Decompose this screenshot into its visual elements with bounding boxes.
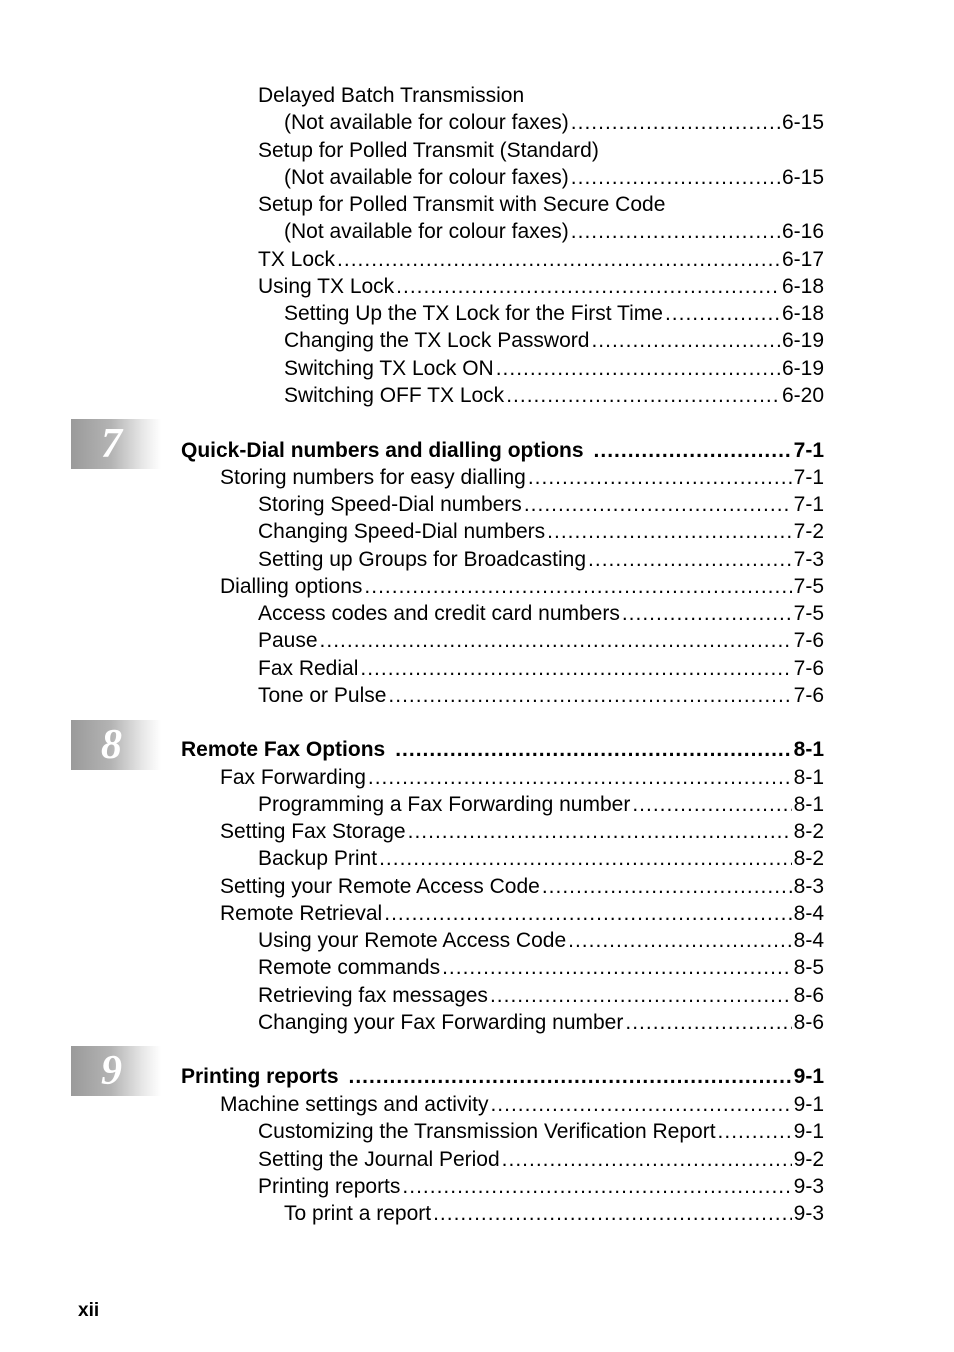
- toc-page-number: 7-2: [793, 520, 824, 543]
- toc-page-number: 6-19: [781, 357, 824, 380]
- toc-entry[interactable]: [284, 165, 824, 191]
- toc-page-number: 7-6: [793, 684, 824, 707]
- toc-page-number: 7-5: [793, 602, 824, 625]
- toc-entry[interactable]: [258, 492, 824, 518]
- toc-page-number: 6-18: [781, 302, 824, 325]
- toc-entry-title: Setting Fax Storage: [220, 820, 406, 843]
- toc-page-number: 7-6: [793, 629, 824, 652]
- toc-entry[interactable]: [284, 1201, 824, 1227]
- toc-page-number: 8-1: [793, 738, 824, 761]
- toc-entry[interactable]: [220, 1092, 824, 1118]
- toc-entry-title: Setting up Groups for Broadcasting: [258, 548, 587, 571]
- toc-entry-title: Changing Speed-Dial numbers: [258, 520, 546, 543]
- toc-entry-title: Switching TX Lock ON: [284, 357, 494, 380]
- toc-page-number: 8-3: [793, 875, 824, 898]
- toc-page-number: 7-6: [793, 657, 824, 680]
- toc-page-number: 6-17: [781, 248, 824, 271]
- toc-entry-title: Remote Fax Options: [181, 738, 386, 761]
- dot-leader: [402, 1174, 791, 1200]
- dot-leader: [502, 1147, 792, 1173]
- dot-leader: [547, 519, 791, 545]
- toc-page-number: 6-16: [781, 220, 824, 243]
- dot-leader: [524, 492, 792, 518]
- toc-entry[interactable]: [258, 519, 824, 545]
- dot-leader: [388, 683, 791, 709]
- dot-leader: [320, 628, 792, 654]
- toc-entry[interactable]: [220, 874, 824, 900]
- toc-entry-title: (Not available for colour faxes): [284, 111, 569, 134]
- toc-entry-title: Printing reports: [181, 1065, 339, 1088]
- dot-leader: [571, 165, 780, 191]
- toc-entry[interactable]: [258, 274, 824, 300]
- dot-leader: [571, 219, 780, 245]
- toc-page-number: 8-6: [793, 984, 824, 1007]
- dot-leader: [594, 438, 792, 464]
- dot-leader: [364, 574, 791, 600]
- toc-entry[interactable]: [220, 765, 824, 791]
- chapter-heading[interactable]: [181, 737, 824, 763]
- toc-entry-title: Changing your Fax Forwarding number: [258, 1011, 624, 1034]
- toc-entry: Delayed Batch Transmission: [258, 84, 525, 107]
- toc-page-number: 6-20: [781, 384, 824, 407]
- toc-page-number: 9-1: [793, 1065, 824, 1088]
- toc-page-number: 8-1: [793, 793, 824, 816]
- toc-entry-title: Remote commands: [258, 956, 441, 979]
- toc-entry-title: Backup Print: [258, 847, 378, 870]
- toc-entry[interactable]: [258, 656, 824, 682]
- toc-entry[interactable]: [284, 356, 824, 382]
- toc-page-number: 9-1: [793, 1120, 824, 1143]
- dot-leader: [591, 328, 780, 354]
- toc-page-number: 7-3: [793, 548, 824, 571]
- dot-leader: [632, 792, 791, 818]
- toc-entry-title: Remote Retrieval: [220, 902, 383, 925]
- toc-entry-title: Using TX Lock: [258, 275, 395, 298]
- page-folio: xii: [78, 1300, 100, 1321]
- toc-page-number: 9-1: [793, 1093, 824, 1116]
- toc-entry-title: Programming a Fax Forwarding number: [258, 793, 631, 816]
- dot-leader: [490, 1092, 791, 1118]
- toc-entry-title: (Not available for colour faxes): [284, 220, 569, 243]
- toc-page-number: 6-15: [781, 166, 824, 189]
- toc-page-number: 8-4: [793, 902, 824, 925]
- toc-page-number: 6-18: [781, 275, 824, 298]
- toc-entry[interactable]: [258, 601, 824, 627]
- toc-entry-title: Storing numbers for easy dialling: [220, 466, 526, 489]
- toc-entry-title: Switching OFF TX Lock: [284, 384, 505, 407]
- toc-entry[interactable]: [258, 1147, 824, 1173]
- toc-entry-title: Access codes and credit card numbers: [258, 602, 620, 625]
- toc-entry[interactable]: [284, 219, 824, 245]
- toc-page-number: 9-2: [793, 1148, 824, 1171]
- dot-leader: [395, 737, 791, 763]
- dot-leader: [588, 547, 792, 573]
- toc-entry-title: Setting your Remote Access Code: [220, 875, 540, 898]
- toc-entry-title: (Not available for colour faxes): [284, 166, 569, 189]
- chapter-number: 9: [101, 1048, 122, 1094]
- toc-page-number: 8-2: [793, 820, 824, 843]
- toc-entry[interactable]: [284, 110, 824, 136]
- chapter-9-tab: [71, 1046, 161, 1096]
- toc-entry: Setup for Polled Transmit with Secure Code: [258, 193, 666, 216]
- dot-leader: [571, 110, 780, 136]
- toc-entry-title: Quick-Dial numbers and dialling options: [181, 439, 584, 462]
- dot-leader: [408, 819, 792, 845]
- toc-entry-title: Pause: [258, 629, 318, 652]
- toc-page-number: 8-6: [793, 1011, 824, 1034]
- toc-entry: Setup for Polled Transmit (Standard): [258, 139, 599, 162]
- toc-entry[interactable]: [258, 846, 824, 872]
- toc-entry[interactable]: [220, 819, 824, 845]
- toc-entry[interactable]: [284, 328, 824, 354]
- dot-leader: [665, 301, 780, 327]
- toc-page-number: 8-1: [793, 766, 824, 789]
- toc-entry[interactable]: [258, 792, 824, 818]
- toc-entry[interactable]: [220, 901, 824, 927]
- toc-page-number: 7-5: [793, 575, 824, 598]
- toc-entry[interactable]: [258, 955, 824, 981]
- toc-entry[interactable]: [258, 247, 824, 273]
- toc-entry-title: Storing Speed-Dial numbers: [258, 493, 522, 516]
- dot-leader: [625, 1010, 791, 1036]
- chapter-7-tab: [71, 419, 161, 469]
- dot-leader: [528, 465, 792, 491]
- toc-entry-title: To print a report: [284, 1202, 432, 1225]
- toc-entry[interactable]: [258, 983, 824, 1009]
- toc-entry[interactable]: [220, 465, 824, 491]
- dot-leader: [506, 383, 780, 409]
- toc-entry[interactable]: [258, 1119, 824, 1145]
- toc-entry[interactable]: [258, 683, 824, 709]
- toc-entry[interactable]: [258, 1010, 824, 1036]
- chapter-8-tab: [71, 720, 161, 770]
- dot-leader: [718, 1119, 792, 1145]
- dot-leader: [622, 601, 792, 627]
- dot-leader: [368, 765, 792, 791]
- toc-entry-title: Using your Remote Access Code: [258, 929, 567, 952]
- chapter-heading[interactable]: [181, 438, 824, 464]
- toc-page-number: 9-3: [793, 1202, 824, 1225]
- toc-page-number: 7-1: [793, 493, 824, 516]
- toc-page-number: 6-19: [781, 329, 824, 352]
- toc-entry[interactable]: [284, 383, 824, 409]
- dot-leader: [349, 1064, 792, 1090]
- toc-entry[interactable]: [258, 547, 824, 573]
- toc-page-number: 7-1: [793, 439, 824, 462]
- dot-leader: [379, 846, 792, 872]
- toc-entry[interactable]: [258, 1174, 824, 1200]
- toc-entry-title: Fax Forwarding: [220, 766, 366, 789]
- dot-leader: [433, 1201, 792, 1227]
- dot-leader: [490, 983, 792, 1009]
- toc-entry-title: Tone or Pulse: [258, 684, 387, 707]
- toc-page-number: 7-1: [793, 466, 824, 489]
- toc-entry-title: Fax Redial: [258, 657, 359, 680]
- chapter-number: 7: [101, 421, 122, 467]
- toc-entry-title: Setting the Journal Period: [258, 1148, 500, 1171]
- dot-leader: [396, 274, 780, 300]
- toc-entry-title: Changing the TX Lock Password: [284, 329, 590, 352]
- chapter-heading[interactable]: [181, 1064, 824, 1090]
- toc-entry-title: Dialling options: [220, 575, 363, 598]
- dot-leader: [337, 247, 780, 273]
- toc-page-number: 8-2: [793, 847, 824, 870]
- dot-leader: [360, 656, 791, 682]
- dot-leader: [496, 356, 780, 382]
- toc-entry[interactable]: [284, 301, 824, 327]
- chapter-number: 8: [101, 722, 122, 768]
- toc-page-number: 9-3: [793, 1175, 824, 1198]
- toc-entry-title: Customizing the Transmission Verification Report: [258, 1120, 716, 1143]
- toc-entry-title: Retrieving fax messages: [258, 984, 488, 1007]
- dot-leader: [384, 901, 791, 927]
- toc-entry-title: TX Lock: [258, 248, 336, 271]
- toc-entry-title: Setting Up the TX Lock for the First Time: [284, 302, 663, 325]
- toc-entry[interactable]: [220, 574, 824, 600]
- toc-entry[interactable]: [258, 628, 824, 654]
- toc-entry-title: Machine settings and activity: [220, 1093, 489, 1116]
- dot-leader: [442, 955, 792, 981]
- dot-leader: [568, 928, 792, 954]
- toc-entry-title: Printing reports: [258, 1175, 401, 1198]
- toc-entry[interactable]: [258, 928, 824, 954]
- toc-page-number: 6-15: [781, 111, 824, 134]
- toc-page-number: 8-5: [793, 956, 824, 979]
- toc-page-number: 8-4: [793, 929, 824, 952]
- dot-leader: [542, 874, 792, 900]
